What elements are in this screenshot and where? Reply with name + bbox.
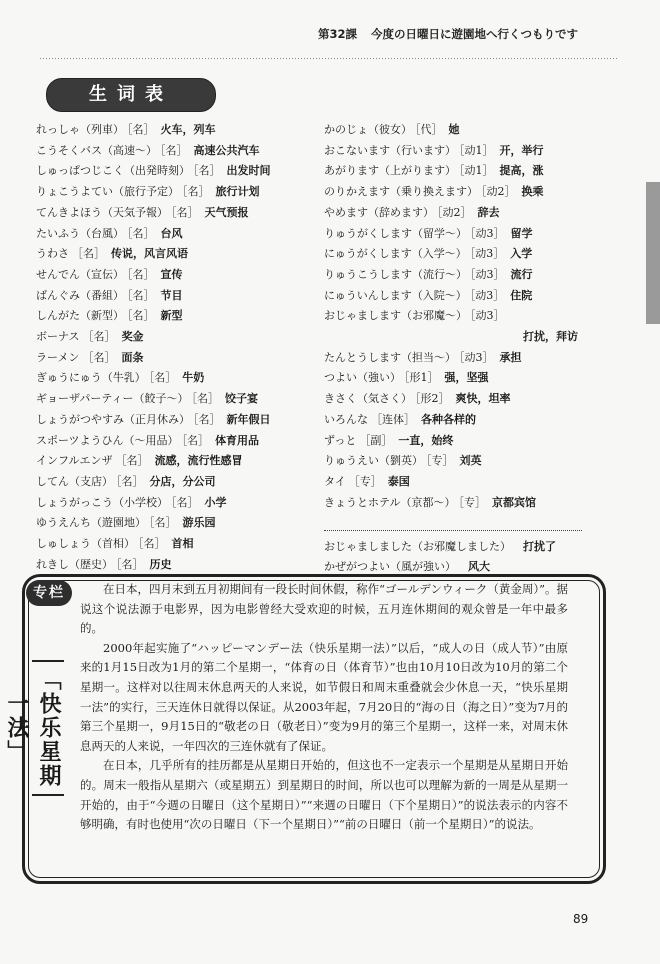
vocab-entry (36, 244, 326, 265)
vocab-meaning: 面条 (121, 350, 144, 364)
vocab-meaning: 一直，始终 (398, 433, 454, 447)
vocab-entry (324, 327, 584, 348)
vocab-entry (36, 327, 326, 348)
vocab-word: こうそくバス（高速～） (36, 143, 157, 157)
vocab-pos: ［动3］ (469, 247, 505, 261)
column-paragraph: 2000年起实施了“ハッピーマンデー法（快乐星期一法）”以后，“成人の日（成人节）”由原来的1月15日改为1月的第二个星期一，“体育の日（体育节）”也由10月10日改为10月的第二个星期一。这样对以往周末休息两天的人来说，如节假日和周末重叠就会少休息一天，“快乐星期一法”的实行，三天连休日就得以保证。从2003年起，7月20日的“海の日（海之日）”变为7月的第三个星期一，9月15日的“敬老の日（敬老日）”变为9月的第三个星期一，这样一来，对周末休息两天的人来说，一年四次的三连休就有了保证。 (80, 640, 568, 753)
vocab-pos: ［动1］ (459, 143, 494, 157)
vocab-entry (36, 493, 326, 514)
column-body (80, 580, 568, 835)
vocab-entry (324, 244, 584, 265)
vocab-pos: ［名］ (82, 350, 116, 364)
vocab-pos: ［名］ (127, 123, 155, 136)
vocab-pos: ［动3］ (469, 288, 505, 302)
vocab-entry (324, 161, 584, 182)
vocab-meaning: 体育用品 (215, 433, 260, 447)
vocab-pos: ［动1］ (459, 164, 494, 178)
vocab-word: ゆうえんち（遊園地） (36, 516, 146, 530)
column-paragraph: 在日本，四月末到五月初期间有一段长时间休假，称作“ゴールデンウィーク（黄金周）”。据说这个说法源于电影界，因为电影曾经大受欢迎的时候，五月连休期间的观众曾是一年中最多的。 (80, 582, 568, 636)
column-badge: 专栏 (26, 580, 72, 606)
vocab-entry (36, 286, 326, 307)
vocab-meaning: 天气预报 (204, 205, 249, 219)
vocab-word: おこないます（行います） (324, 143, 456, 157)
vocab-list-left (36, 120, 326, 575)
vocab-word: しゅしょう（首相） (36, 537, 135, 551)
vocab-word: ラーメン (36, 350, 80, 364)
vocab-entry (36, 534, 326, 555)
vocab-meaning: 开，举行 (499, 143, 544, 157)
vocab-meaning: 换乘 (521, 185, 544, 199)
vocab-word: やめます（辞めます） (324, 205, 434, 219)
vocab-pos: ［形1］ (404, 371, 439, 385)
expression-zh: 打扰了 (523, 540, 556, 553)
column-paragraph: 在日本，几乎所有的挂历都是从星期日开始的，但这也不一定表示一个星期是从星期日开始的。周末一般指从星期六（或星期五）到星期日的时间，所以也可以理解为新的一周是从星期一开始的，由于“今週の日曜日（这个星期日）”“来週の日曜日（下个星期日）”的说法表示的内容不够明确，有时也使用“次の日曜日（下一个星期日）”“前の日曜日（前一个星期日）”的说法。 (80, 758, 568, 832)
expression-jp: おじゃましました（お邪魔しました） (324, 540, 511, 553)
vocab-pos: ［名］ (193, 164, 221, 178)
vocab-word: ぎゅうにゅう（牛乳） (36, 371, 146, 385)
vocab-entry (36, 410, 326, 431)
vocab-meaning: 承担 (499, 350, 522, 364)
vocab-pos: ［动3］ (459, 350, 494, 364)
vocab-entry (324, 410, 584, 431)
vocab-meaning: 住院 (510, 288, 533, 302)
vocab-word: にゅうがくします（入学～） (324, 247, 467, 261)
vocab-pos: ［名］ (149, 516, 177, 530)
vocab-entry (36, 451, 326, 472)
vocab-meaning: 她 (448, 123, 460, 136)
vocab-meaning: 高速公共汽车 (193, 143, 260, 157)
vocab-word: しんがた（新型） (36, 309, 124, 323)
vocab-word: しゅっぱつじこく（出発時刻） (36, 164, 190, 178)
vocab-pos: ［名］ (127, 267, 155, 281)
vocab-pos: ［副］ (359, 433, 393, 447)
vocab-word: ボーナス (36, 330, 80, 344)
vocab-word: しょうがっこう（小学校） (36, 495, 168, 509)
page-number: 89 (573, 912, 589, 926)
vocab-entry (36, 203, 326, 224)
vocab-pos: ［名］ (171, 495, 199, 509)
vocab-pos: ［专］ (426, 454, 454, 468)
vocab-pos: ［名］ (127, 288, 155, 302)
vocab-entry (36, 555, 326, 576)
vocab-pos: ［名］ (160, 143, 188, 157)
vocab-entry (36, 265, 326, 286)
vocab-meaning: 游乐园 (182, 516, 216, 530)
vocab-pos: ［代］ (415, 123, 443, 136)
vocab-meaning: 旅行计划 (215, 185, 260, 199)
expression-item (324, 558, 490, 574)
vocab-entry (324, 224, 584, 245)
vocab-pos: ［连体］ (371, 412, 415, 426)
vocab-meaning: 台风 (160, 226, 183, 240)
vocab-meaning: 流感，流行性感冒 (154, 454, 243, 468)
vocab-meaning: 入学 (510, 247, 533, 261)
vocab-meaning: 提高，涨 (499, 164, 544, 178)
vocab-meaning: 分店，分公司 (149, 474, 216, 488)
vocab-meaning: 首相 (171, 537, 194, 551)
vocab-pos: ［名］ (115, 454, 149, 468)
vocab-pos: ［名］ (116, 474, 144, 488)
vocab-word: りゅうこうします（流行～） (324, 267, 467, 281)
vocab-entry (36, 182, 326, 203)
vocab-pos: ［动2］ (481, 185, 516, 199)
vocab-meaning: 奖金 (121, 330, 144, 344)
vocab-word: インフルエンザ (36, 454, 113, 468)
vocab-meaning: 新年假日 (226, 412, 271, 426)
vocab-meaning: 饺子宴 (224, 392, 258, 406)
vocab-pos: ［名］ (181, 433, 210, 447)
vocab-word: てんきよほう（天気予報） (36, 205, 168, 219)
vocab-meaning: 传说，风言风语 (111, 247, 188, 261)
vocab-meaning: 留学 (510, 226, 533, 240)
vocab-pos: ［动3］ (470, 226, 505, 240)
vocab-word: いろんな (324, 412, 368, 426)
vocab-meaning: 强，坚强 (444, 371, 489, 385)
vocab-entry (36, 368, 326, 389)
vocab-word: りゅうえい（劉英） (324, 454, 423, 468)
vocab-pos: ［名］ (127, 309, 155, 323)
vocab-entry (36, 224, 326, 245)
vocab-word: ずっと (324, 433, 357, 447)
vocab-pos: ［专］ (348, 474, 382, 488)
lesson-title: 今度の日曜日に遊園地へ行くつもりです (371, 27, 578, 41)
vocab-entry (36, 389, 326, 410)
expression-item (324, 538, 556, 554)
vocab-word: れきし（歴史） (36, 557, 113, 571)
vocab-meaning: 打扰，拜访 (523, 330, 578, 344)
vocab-entry (324, 348, 584, 369)
vocab-pos: ［名］ (72, 247, 105, 261)
vocab-pos: ［名］ (127, 226, 155, 240)
vocab-word: きょうとホテル（京都～） (324, 495, 456, 509)
vocab-entry (324, 182, 584, 203)
vocab-word: りゅうがくします（留学～） (324, 226, 467, 240)
vocab-meaning: 小学 (204, 495, 227, 509)
side-thumb-tab (646, 182, 660, 324)
vocab-pos: ［名］ (138, 537, 166, 551)
vocab-entry (36, 472, 326, 493)
vocab-entry (324, 431, 584, 452)
vocab-pos: ［名］ (148, 371, 177, 385)
vocab-pos: ［动3］ (470, 309, 505, 323)
vocab-pos: ［动3］ (470, 267, 505, 281)
vocab-meaning: 京都宾馆 (491, 495, 536, 509)
vocab-meaning: 出发时间 (226, 164, 271, 178)
expression-jp: かぜがつよい（風が強い） (324, 560, 456, 573)
vocab-word: ギョーザパーティー（餃子～） (36, 392, 189, 406)
vocab-word: おじゃまします（お邪魔～） (324, 309, 467, 323)
vocab-entry (36, 120, 326, 141)
vocab-pos: ［名］ (171, 205, 199, 219)
vocab-pos: ［名］ (182, 185, 210, 199)
vocab-word: かのじょ（彼女） (324, 123, 412, 136)
vocab-word: のりかえます（乗り換えます） (324, 185, 478, 199)
vocab-meaning: 刘英 (459, 454, 482, 468)
vocab-entry (324, 451, 584, 472)
vocab-entry (324, 306, 584, 327)
vocab-entry (324, 203, 584, 224)
column-title: 「快乐星期一法」 (32, 660, 64, 796)
vocab-meaning: 火车，列车 (160, 123, 216, 136)
expression-zh: 风大 (468, 560, 490, 573)
vocab-entry (324, 265, 584, 286)
vocab-word: タイ (324, 474, 346, 488)
vocab-entry (324, 286, 584, 307)
vocab-word: うわさ (36, 247, 69, 261)
vocab-word: つよい（強い） (324, 371, 401, 385)
vocab-section-title: 生词表 (46, 78, 216, 112)
vocab-meaning: 各种各样的 (421, 412, 476, 426)
vocab-entry (36, 306, 326, 327)
vocab-entry (324, 141, 584, 162)
vocab-entry (324, 472, 584, 493)
vocab-entry (36, 348, 326, 369)
vocab-word: せんでん（宣伝） (36, 267, 124, 281)
vocab-word: れっしゃ（列車） (36, 123, 124, 136)
vocab-meaning: 爽快，坦率 (455, 392, 511, 406)
lesson-number: 第32課 (317, 27, 357, 41)
vocab-entry (324, 493, 584, 514)
vocab-entry (324, 368, 584, 389)
vocab-entry (36, 513, 326, 534)
vocab-meaning: 历史 (149, 557, 172, 571)
vocab-pos: ［名］ (191, 392, 219, 406)
vocab-entry (36, 431, 326, 452)
vocab-meaning: 新型 (160, 309, 183, 323)
vocab-word: たいふう（台風） (36, 226, 124, 240)
vocab-word: たんとうします（担当～） (324, 350, 456, 364)
vocab-word: スポーツようひん（～用品） (36, 433, 179, 447)
vocab-word: あがります（上がります） (324, 164, 456, 178)
expressions-divider (324, 530, 582, 531)
vocab-word: してん（支店） (36, 474, 113, 488)
vocab-meaning: 辞去 (477, 205, 500, 219)
vocab-pos: ［名］ (193, 412, 221, 426)
vocab-entry (36, 141, 326, 162)
vocab-entry (324, 389, 584, 410)
vocab-word: にゅういんします（入院～） (324, 288, 467, 302)
vocab-meaning: 牛奶 (182, 371, 205, 385)
vocab-entry (324, 120, 584, 141)
vocab-word: りょこうよてい（旅行予定） (36, 185, 179, 199)
vocab-word: ばんぐみ（番組） (36, 288, 124, 302)
vocab-meaning: 泰国 (387, 474, 410, 488)
vocab-list-right (324, 120, 584, 513)
vocab-word: しょうがつやすみ（正月休み） (36, 412, 190, 426)
vocab-pos: ［名］ (82, 330, 116, 344)
header-divider (40, 58, 618, 59)
vocab-entry (36, 161, 326, 182)
vocab-meaning: 节目 (160, 288, 183, 302)
vocab-meaning: 宣传 (160, 267, 183, 281)
vocab-meaning: 流行 (510, 267, 533, 281)
vocab-pos: ［专］ (458, 495, 486, 509)
vocab-pos: ［形2］ (415, 392, 450, 406)
vocab-pos: ［名］ (116, 557, 144, 571)
vocab-pos: ［动2］ (437, 205, 472, 219)
running-header (318, 26, 578, 42)
vocab-word: きさく（気さく） (324, 392, 412, 406)
